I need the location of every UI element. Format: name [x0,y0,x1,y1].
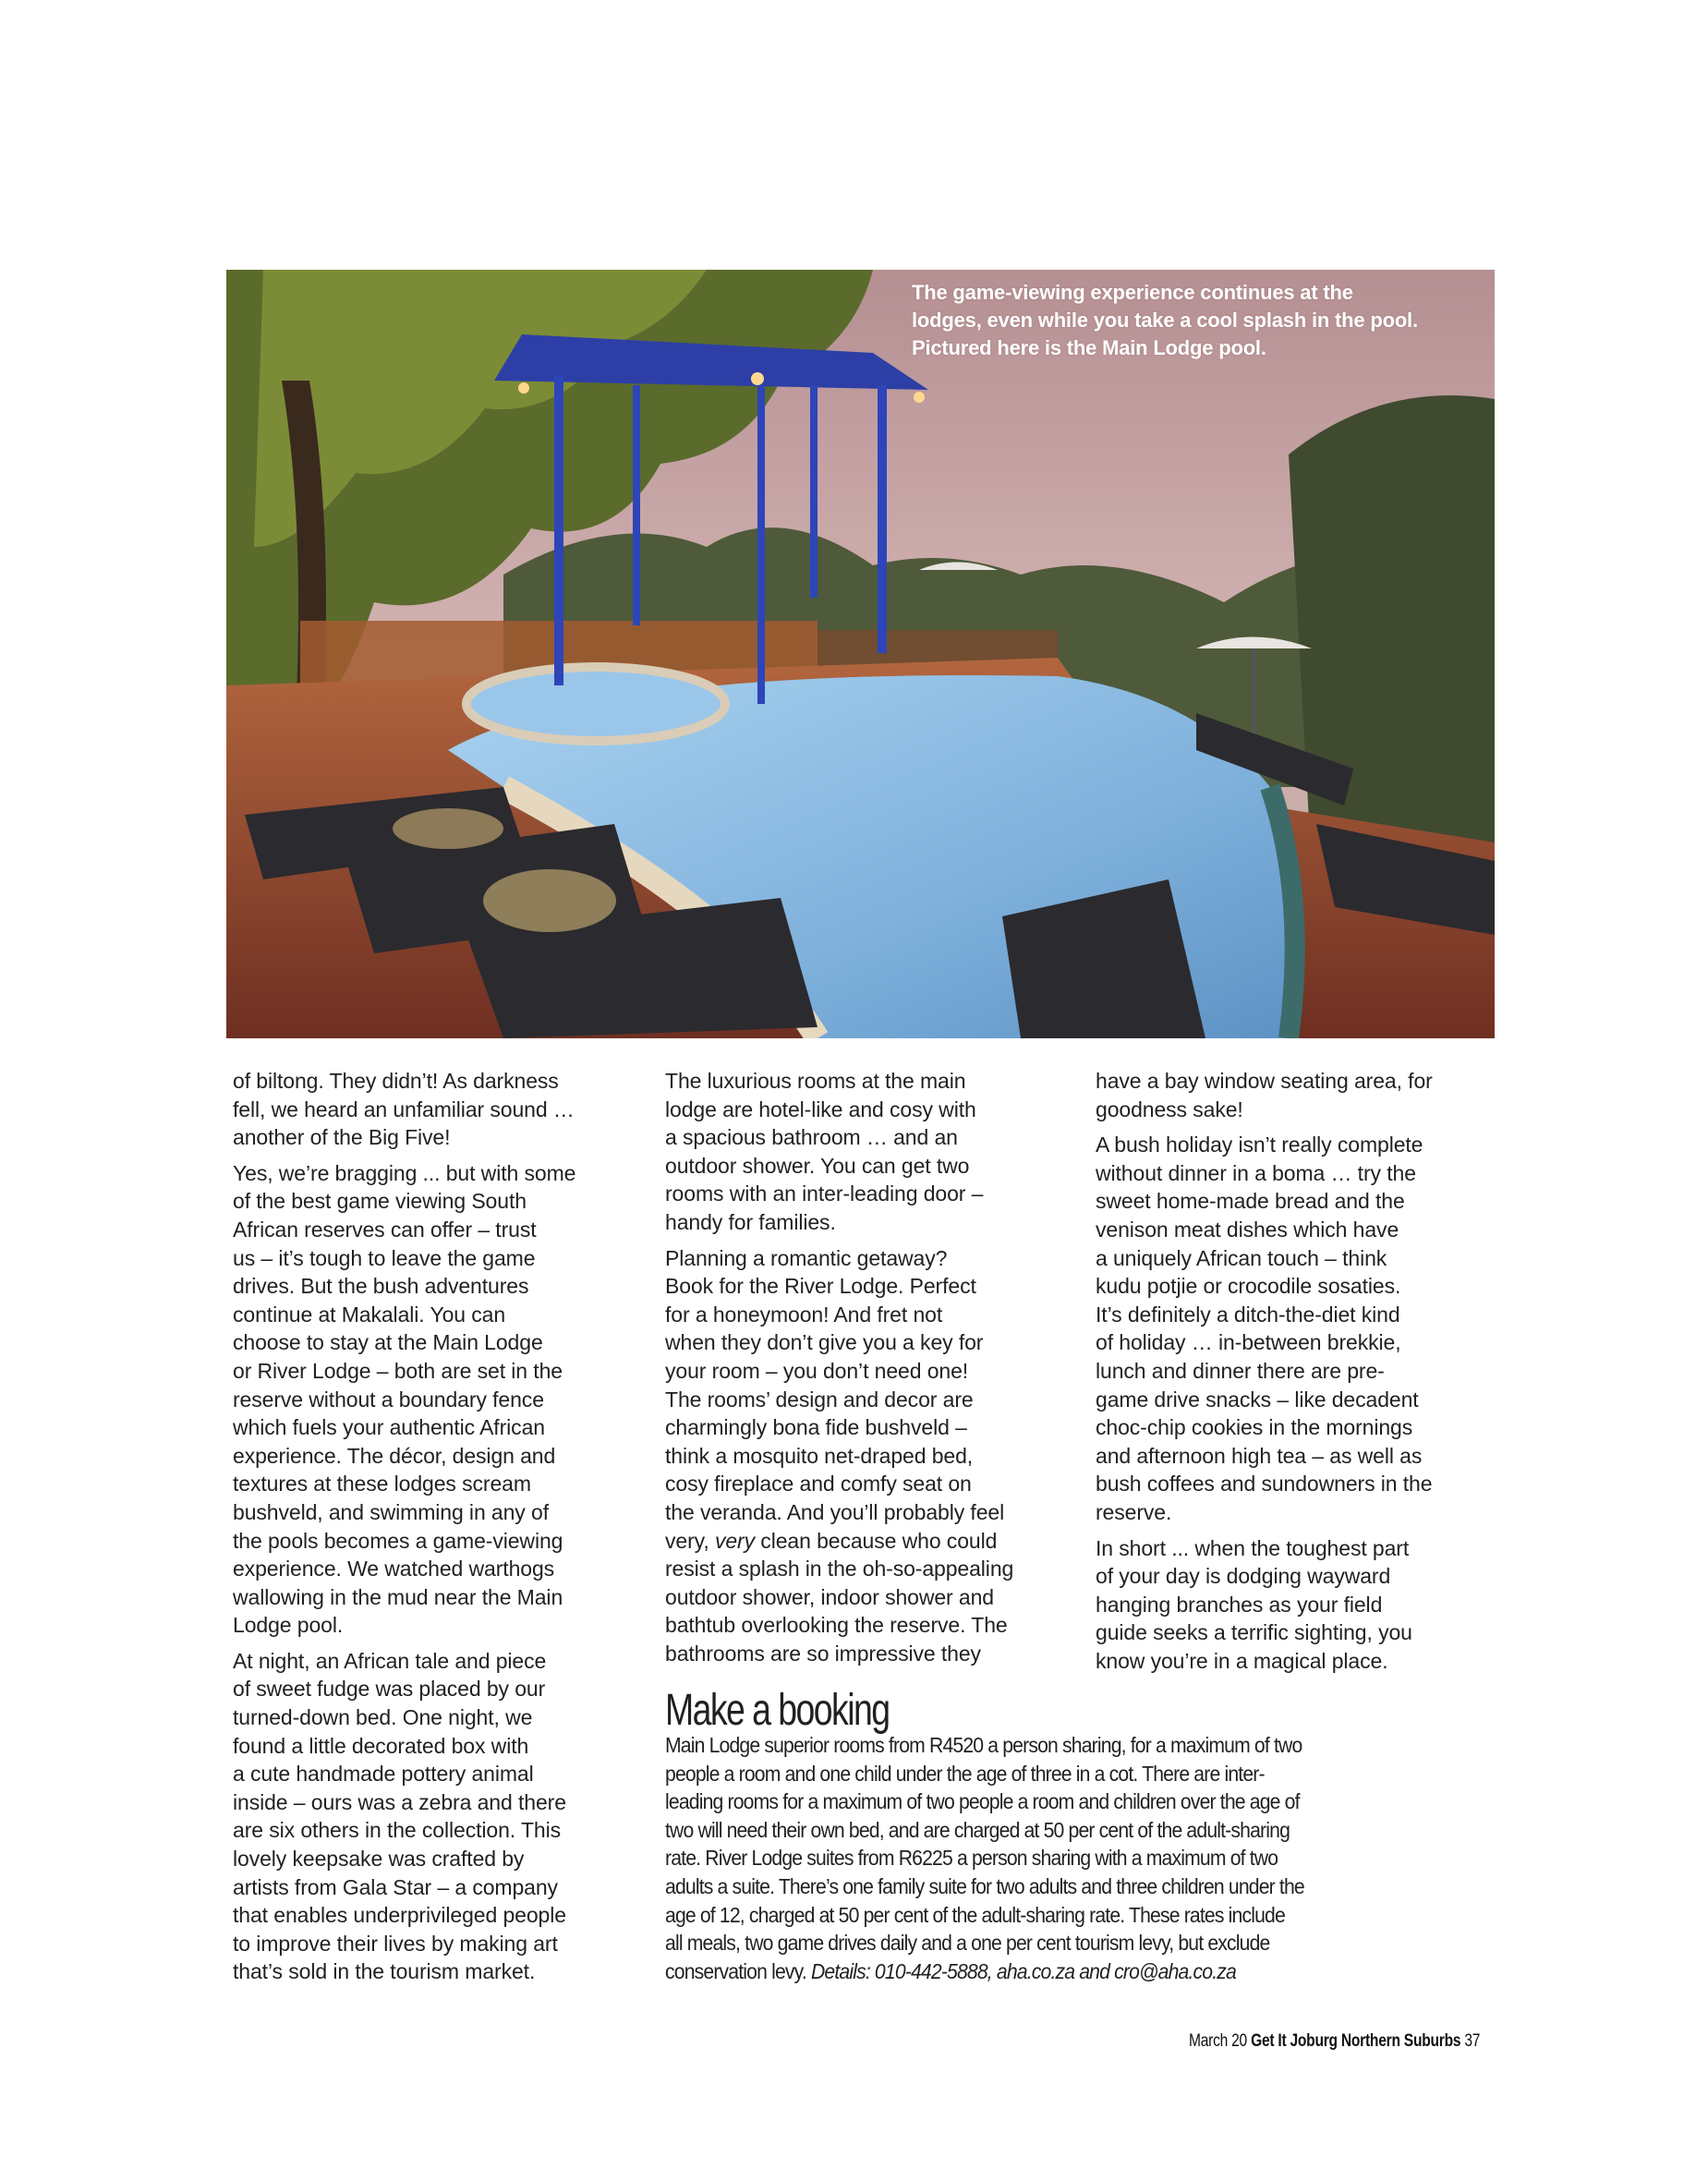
text-line: that’s sold in the tourism market. [233,1959,536,1984]
text-line: us – it’s tough to leave the game [233,1245,536,1270]
text-line: when they don’t give you a key for [665,1330,984,1355]
text-line: without dinner in a boma … try the [1096,1160,1416,1185]
text-line: At night, an African tale and piece [233,1648,547,1673]
text-line: rate. River Lodge suites from R6225 a person sharing with a maximum of two [665,1846,1278,1871]
text-line: adults a suite. There’s one family suite for two adults and three children under the [665,1873,1304,1898]
text-line: for a honeymoon! And fret not [665,1302,943,1327]
text-line: In short ... when the toughest part [1096,1535,1410,1560]
text-line: choose to stay at the Main Lodge [233,1330,543,1355]
article-column-3 [1096,1067,1493,1682]
text-line: kudu potjie or crocodile sosaties. [1096,1274,1401,1299]
text-line: all meals, two game drives daily and a one per cent tourism levy, but exclude [665,1931,1270,1956]
publication-name: Get It Joburg Northern Suburbs [1251,2031,1461,2051]
text-line: bushveld, and swimming in any of [233,1499,549,1524]
text-line: think a mosquito net-draped bed, [665,1443,974,1468]
text-line: reserve. [1096,1499,1172,1524]
text-line: the pools becomes a game-viewing [233,1528,563,1553]
text-line: Main Lodge superior rooms from R4520 a person sharing, for a maximum of two [665,1733,1302,1757]
text-line: drives. But the bush adventures [233,1274,529,1299]
text-line: goodness sake! [1096,1097,1243,1121]
text-line: It’s definitely a ditch-the-diet kind [1096,1302,1400,1327]
caption-line: lodges, even while you take a cool splash in the pool. [912,309,1418,332]
caption-line: Pictured here is the Main Lodge pool. [912,336,1266,359]
text-line: have a bay window seating area, for [1096,1069,1433,1093]
page-footer [1189,2031,1480,2052]
text-fragment: clean because who could [755,1528,998,1553]
text-line: The luxurious rooms at the main [665,1069,966,1093]
text-line: game drive snacks – like decadent [1096,1387,1419,1412]
text-line: charmingly bona fide bushveld – [665,1415,967,1440]
issue-date: March 20 [1189,2031,1247,2051]
text-line: Planning a romantic getaway? [665,1245,948,1270]
text-line: are six others in the collection. This [233,1818,562,1843]
text-line: inside – ours was a zebra and there [233,1789,566,1814]
text-line: people a room and one child under the age of three in a cot. There are inter- [665,1761,1265,1786]
page-number: 37 [1464,2031,1481,2051]
text-line: which fuels your authentic African [233,1415,545,1440]
text-line: lodge are hotel-like and cosy with [665,1097,976,1121]
text-line: artists from Gala Star – a company [233,1874,558,1899]
text-line: venison meat dishes which have [1096,1217,1399,1242]
text-line: fell, we heard an unfamiliar sound … [233,1097,575,1121]
paragraph [1096,1067,1493,1123]
booking-heading: Make a booking [665,1686,890,1735]
text-line: the veranda. And you’ll probably feel [665,1499,1005,1524]
text-line: lunch and dinner there are pre- [1096,1358,1385,1383]
article-column-1 [233,1067,630,1993]
text-line: wallowing in the mud near the Main [233,1584,563,1609]
text-line: found a little decorated box with [233,1733,529,1758]
text-line: bathrooms are so impressive they [665,1641,981,1666]
text-line: a uniquely African touch – think [1096,1245,1387,1270]
text-line: your room – you don’t need one! [665,1358,969,1383]
text-line: of sweet fudge was placed by our [233,1677,546,1702]
text-line: bush coffees and sundowners in the [1096,1472,1433,1496]
text-line: bathtub overlooking the reserve. The [665,1613,1008,1638]
booking-box [665,1687,1496,1985]
text-line: Lodge pool. [233,1613,344,1638]
paragraph [1096,1534,1493,1676]
text-line: hanging branches as your field [1096,1592,1383,1617]
text-line: resist a splash in the oh-so-appealing [665,1557,1014,1581]
text-line [665,1527,1062,1556]
text-line: A bush holiday isn’t really complete [1096,1133,1423,1157]
text-line [665,1957,1430,1986]
text-line: rooms with an inter-leading door – [665,1181,984,1206]
text-fragment: very, [665,1528,715,1553]
text-line: African reserves can offer – trust [233,1217,537,1242]
text-line: of your day is dodging wayward [1096,1564,1391,1589]
text-line: experience. We watched warthogs [233,1557,555,1581]
text-line: Yes, we’re bragging ... but with some [233,1160,576,1185]
text-line: that enables underprivileged people [233,1903,566,1928]
text-line: age of 12, charged at 50 per cent of the adult-sharing rate. These rates include [665,1902,1285,1927]
text-line: guide seeks a terrific sighting, you [1096,1620,1412,1645]
text-line: and afternoon high tea – as well as [1096,1443,1423,1468]
text-line: a cute handmade pottery animal [233,1762,534,1787]
text-line: of holiday … in-between brekkie, [1096,1330,1401,1355]
text-line: a spacious bathroom … and an [665,1125,958,1150]
emphasis-text: very [714,1528,755,1553]
text-line: of the best game viewing South [233,1189,527,1214]
text-line: turned-down bed. One night, we [233,1705,533,1730]
paragraph [1096,1131,1493,1526]
text-line: to improve their lives by making art [233,1931,558,1956]
text-line: handy for families. [665,1209,836,1234]
photo-caption [912,279,1494,362]
text-line: leading rooms for a maximum of two people a room and children over the age of [665,1789,1300,1814]
paragraph [233,1647,630,1986]
text-line: of biltong. They didn’t! As darkness [233,1069,559,1093]
text-line: or River Lodge – both are set in the [233,1358,563,1383]
text-line: sweet home-made bread and the [1096,1189,1405,1214]
text-line: cosy fireplace and comfy seat on [665,1472,972,1496]
article-column-2 [665,1067,1062,1675]
paragraph [233,1159,630,1640]
booking-details [665,1731,1496,1985]
text-line: experience. The décor, design and [233,1443,556,1468]
text-line: Book for the River Lodge. Perfect [665,1274,976,1299]
paragraph [665,1067,1062,1237]
text-line: continue at Makalali. You can [233,1302,506,1327]
text-fragment: conservation levy. [665,1958,811,1983]
text-line: The rooms’ design and decor are [665,1387,974,1412]
pool-photo [226,270,1495,1038]
paragraph [665,1244,1062,1668]
pool-illustration [226,270,1495,1038]
text-line: outdoor shower, indoor shower and [665,1584,994,1609]
text-line: outdoor shower. You can get two [665,1153,970,1178]
text-line: choc-chip cookies in the mornings [1096,1415,1413,1440]
text-line: reserve without a boundary fence [233,1387,544,1412]
contact-details: Details: 010-442-5888, aha.co.za and cro@aha.co.za [810,1958,1236,1983]
text-line: textures at these lodges scream [233,1472,531,1496]
caption-line: The game-viewing experience continues at the [912,281,1353,304]
text-line: another of the Big Five! [233,1125,451,1150]
paragraph [233,1067,630,1152]
text-line: lovely keepsake was crafted by [233,1847,525,1872]
text-line: two will need their own bed, and are charged at 50 per cent of the adult-sharing [665,1817,1290,1842]
text-line: know you’re in a magical place. [1096,1648,1388,1673]
